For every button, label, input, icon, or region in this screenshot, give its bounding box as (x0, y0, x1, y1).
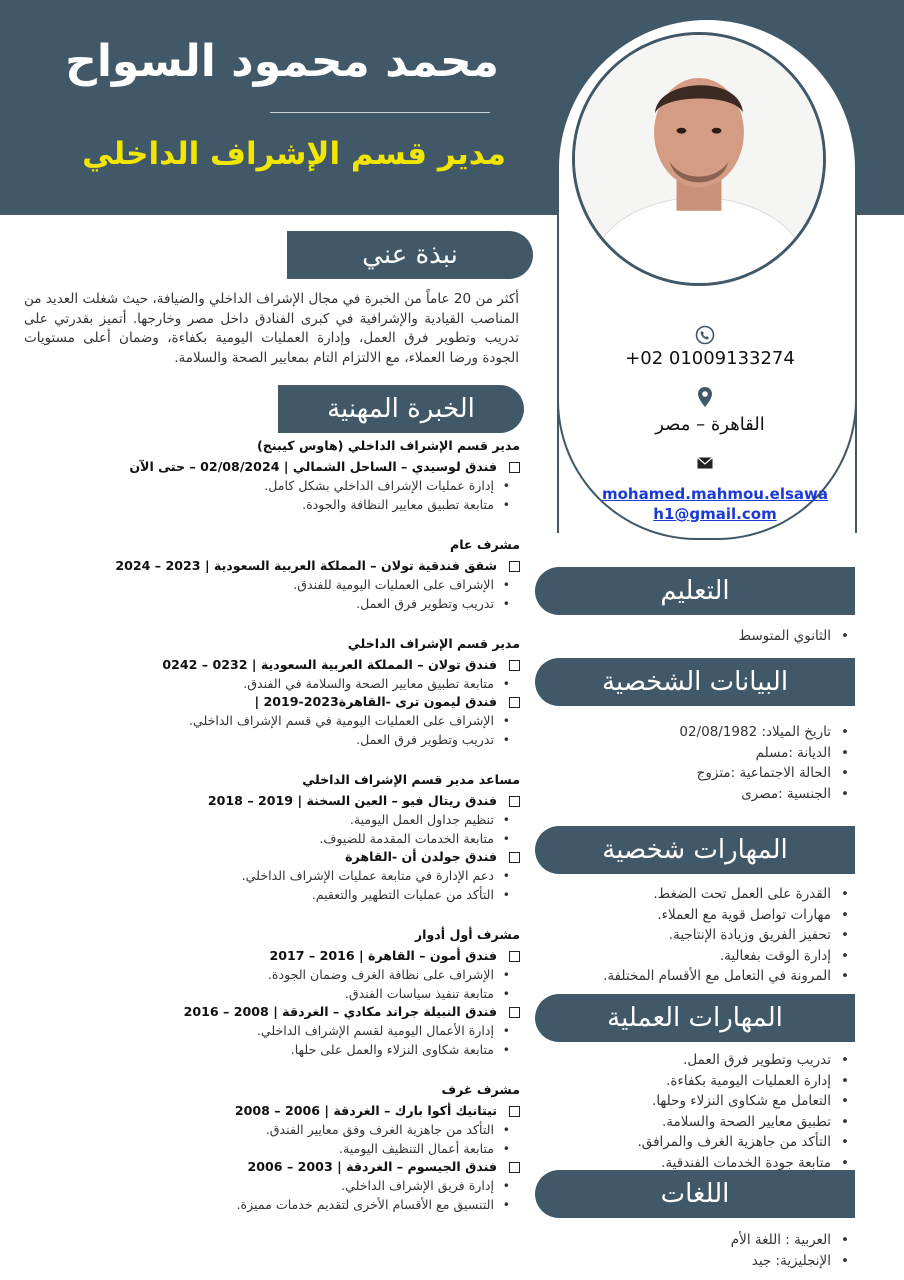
experience-item (20, 772, 520, 904)
experience-item (20, 636, 520, 749)
workplace-label: فندق النبيلة جراند مكادي – الغردقة | 2008 – 2016 (183, 1004, 497, 1019)
name-divider (270, 112, 490, 113)
workplace (20, 1158, 520, 1176)
task-item: • إدارة الأعمال اليومية لقسم الإشراف الداخلي. (20, 1021, 520, 1040)
list-item: • المرونة في التعامل مع الأقسام المختلفة. (569, 966, 859, 987)
checkbox-bullet-icon (509, 852, 520, 863)
practical-skills-list (569, 1050, 859, 1173)
job-role: مشرف أول أدوار (414, 927, 520, 942)
email-line-2[interactable]: h1@gmail.com (653, 505, 777, 523)
list-item: • متابعة جودة الخدمات الفندقية. (569, 1153, 859, 1174)
task-item: • تنظيم جداول العمل اليومية. (20, 810, 520, 829)
section-header-soft-skills: المهارات شخصية (535, 826, 855, 874)
workplace-label: فندق ريتال فيو – العين السخنة | 2019 – 2018 (207, 793, 497, 808)
workplace (20, 792, 520, 810)
section-header-languages: اللغات (535, 1170, 855, 1218)
list-item: • الجنسية :مصرى (569, 784, 859, 805)
workplace-label: فندق ليمون ترى -القاهرة2023-2019 | (254, 694, 497, 709)
list-item: • تطبيق معايير الصحة والسلامة. (569, 1112, 859, 1133)
list-item: • تاريخ الميلاد: 02/08/1982 (569, 722, 859, 743)
task-item: • التأكد من عمليات التطهير والتعقيم. (20, 885, 520, 904)
workplace (20, 557, 520, 575)
workplace (20, 1003, 520, 1021)
job-title: مدير قسم الإشراف الداخلي (82, 136, 506, 172)
checkbox-bullet-icon (509, 796, 520, 807)
job-role: مدير قسم الإشراف الداخلي (347, 636, 520, 651)
task-item: • دعم الإدارة في متابعة عمليات الإشراف الداخلي. (20, 866, 520, 885)
list-item: • إدارة الوقت بفعالية. (569, 946, 859, 967)
soft-skills-list (569, 884, 859, 987)
list-item: • الثانوي المتوسط (569, 626, 859, 647)
checkbox-bullet-icon (509, 1162, 520, 1173)
experience-item (20, 927, 520, 1059)
task-item: • متابعة الخدمات المقدمة للضيوف. (20, 829, 520, 848)
experience-item (20, 438, 520, 514)
task-item: • التنسيق مع الأقسام الأخرى لتقديم خدمات مميزة. (20, 1195, 520, 1214)
list-item: • تدريب وتطوير فرق العمل. (569, 1050, 859, 1071)
section-header-experience: الخبرة المهنية (278, 385, 524, 433)
task-item: • متابعة أعمال التنظيف اليومية. (20, 1139, 520, 1158)
workplace-label: فندق الجيسوم – الغردقة | 2003 – 2006 (247, 1159, 497, 1174)
list-item: • الديانة :مسلم (569, 743, 859, 764)
checkbox-bullet-icon (509, 660, 520, 671)
job-role: مشرف عام (449, 537, 520, 552)
section-header-personal: البيانات الشخصية (535, 658, 855, 706)
phone-number[interactable]: +02 01009133274 (625, 348, 795, 369)
task-item: • متابعة شكاوى النزلاء والعمل على حلها. (20, 1040, 520, 1059)
checkbox-bullet-icon (509, 1106, 520, 1117)
email-link[interactable] (600, 484, 830, 524)
workplace (20, 947, 520, 965)
task-item: • تدريب وتطوير فرق العمل. (20, 730, 520, 749)
task-item: • متابعة تطبيق معايير النظافة والجودة. (20, 495, 520, 514)
email-line-1[interactable]: mohamed.mahmou.elsawa (601, 485, 829, 503)
location-pin-icon (690, 382, 720, 412)
list-item: • مهارات تواصل قوية مع العملاء. (569, 905, 859, 926)
section-header-practical-skills: المهارات العملية (535, 994, 855, 1042)
task-item: • متابعة تنفيذ سياسات الفندق. (20, 984, 520, 1003)
list-item: • الإنجليزية: جيد (569, 1251, 859, 1272)
section-header-about: نبذة عني (287, 231, 533, 279)
location-text: القاهرة – مصر (655, 414, 765, 435)
job-role: مساعد مدير قسم الإشراف الداخلي (302, 772, 520, 787)
workplace (20, 848, 520, 866)
list-item: • التأكد من جاهزية الغرف والمرافق. (569, 1132, 859, 1153)
task-item: • التأكد من جاهزية الغرف وفق معايير الفندق. (20, 1120, 520, 1139)
job-role: مشرف غرف (441, 1082, 520, 1097)
workplace (20, 1102, 520, 1120)
workplace (20, 693, 520, 711)
workplace-label: شقق فندقية تولان – المملكة العربية السعودية | 2023 – 2024 (115, 558, 497, 573)
job-role: مدير قسم الإشراف الداخلي (هاوس كيبنج) (257, 438, 520, 453)
task-item: • إدارة عمليات الإشراف الداخلي بشكل كامل. (20, 476, 520, 495)
experience-item (20, 1082, 520, 1214)
list-item: • القدرة على العمل تحت الضغط. (569, 884, 859, 905)
list-item: • إدارة العمليات اليومية بكفاءة. (569, 1071, 859, 1092)
checkbox-bullet-icon (509, 561, 520, 572)
workplace-label: فندق تولان – المملكة العربية السعودية | 0232 – 0242 (162, 657, 497, 672)
experience-list (20, 438, 520, 1222)
task-item: • إدارة فريق الإشراف الداخلي. (20, 1176, 520, 1195)
phone-icon (690, 320, 720, 350)
list-item: • التعامل مع شكاوى النزلاء وحلها. (569, 1091, 859, 1112)
task-item: • الإشراف على العمليات اليومية للفندق. (20, 575, 520, 594)
workplace-label: فندق جولدن أن -القاهرة (345, 849, 497, 864)
list-item: • الحالة الاجتماعية :متزوج (569, 763, 859, 784)
workplace (20, 656, 520, 674)
task-item: • تدريب وتطوير فرق العمل. (20, 594, 520, 613)
workplace-label: فندق أمون – القاهرة | 2016 – 2017 (269, 948, 497, 963)
about-text: أكثر من 20 عاماً من الخبرة في مجال الإشراف الداخلي والضيافة، حيث شغلت العديد من المناصب القيادية والإشرافية في كبرى الفنادق داخل مصر وخارجها. أتميز بقدرتي على تدريب وتطوير فرق العمل، وإدارة العمليات اليومية بكفاءة، وضمان أعلى مستويات الجودة ورضا العملاء، مع الالتزام التام بمعايير الصحة والسلامة. (24, 291, 519, 366)
languages-list (569, 1230, 859, 1271)
list-item: • تحفيز الفريق وزيادة الإنتاجية. (569, 925, 859, 946)
checkbox-bullet-icon (509, 951, 520, 962)
experience-item (20, 537, 520, 613)
workplace-label: فندق لوسيدي – الساحل الشمالي | 02/08/2024 – حتى الآن (129, 459, 497, 474)
checkbox-bullet-icon (509, 1007, 520, 1018)
workplace (20, 458, 520, 476)
checkbox-bullet-icon (509, 462, 520, 473)
personal-list (569, 722, 859, 804)
checkbox-bullet-icon (509, 697, 520, 708)
profile-photo (572, 32, 826, 286)
section-header-education: التعليم (535, 567, 855, 615)
candidate-name: محمد محمود السواح (65, 36, 499, 87)
list-item: • العربية : اللغة الأم (569, 1230, 859, 1251)
email-icon (690, 448, 720, 478)
task-item: • متابعة تطبيق معايير الصحة والسلامة في الفندق. (20, 674, 520, 693)
education-list (569, 626, 859, 647)
workplace-label: تيتانيك أكوا بارك – الغردقة | 2006 – 2008 (234, 1103, 497, 1118)
task-item: • الإشراف على العمليات اليومية في قسم الإشراف الداخلي. (20, 711, 520, 730)
task-item: • الإشراف على نظافة الغرف وضمان الجودة. (20, 965, 520, 984)
